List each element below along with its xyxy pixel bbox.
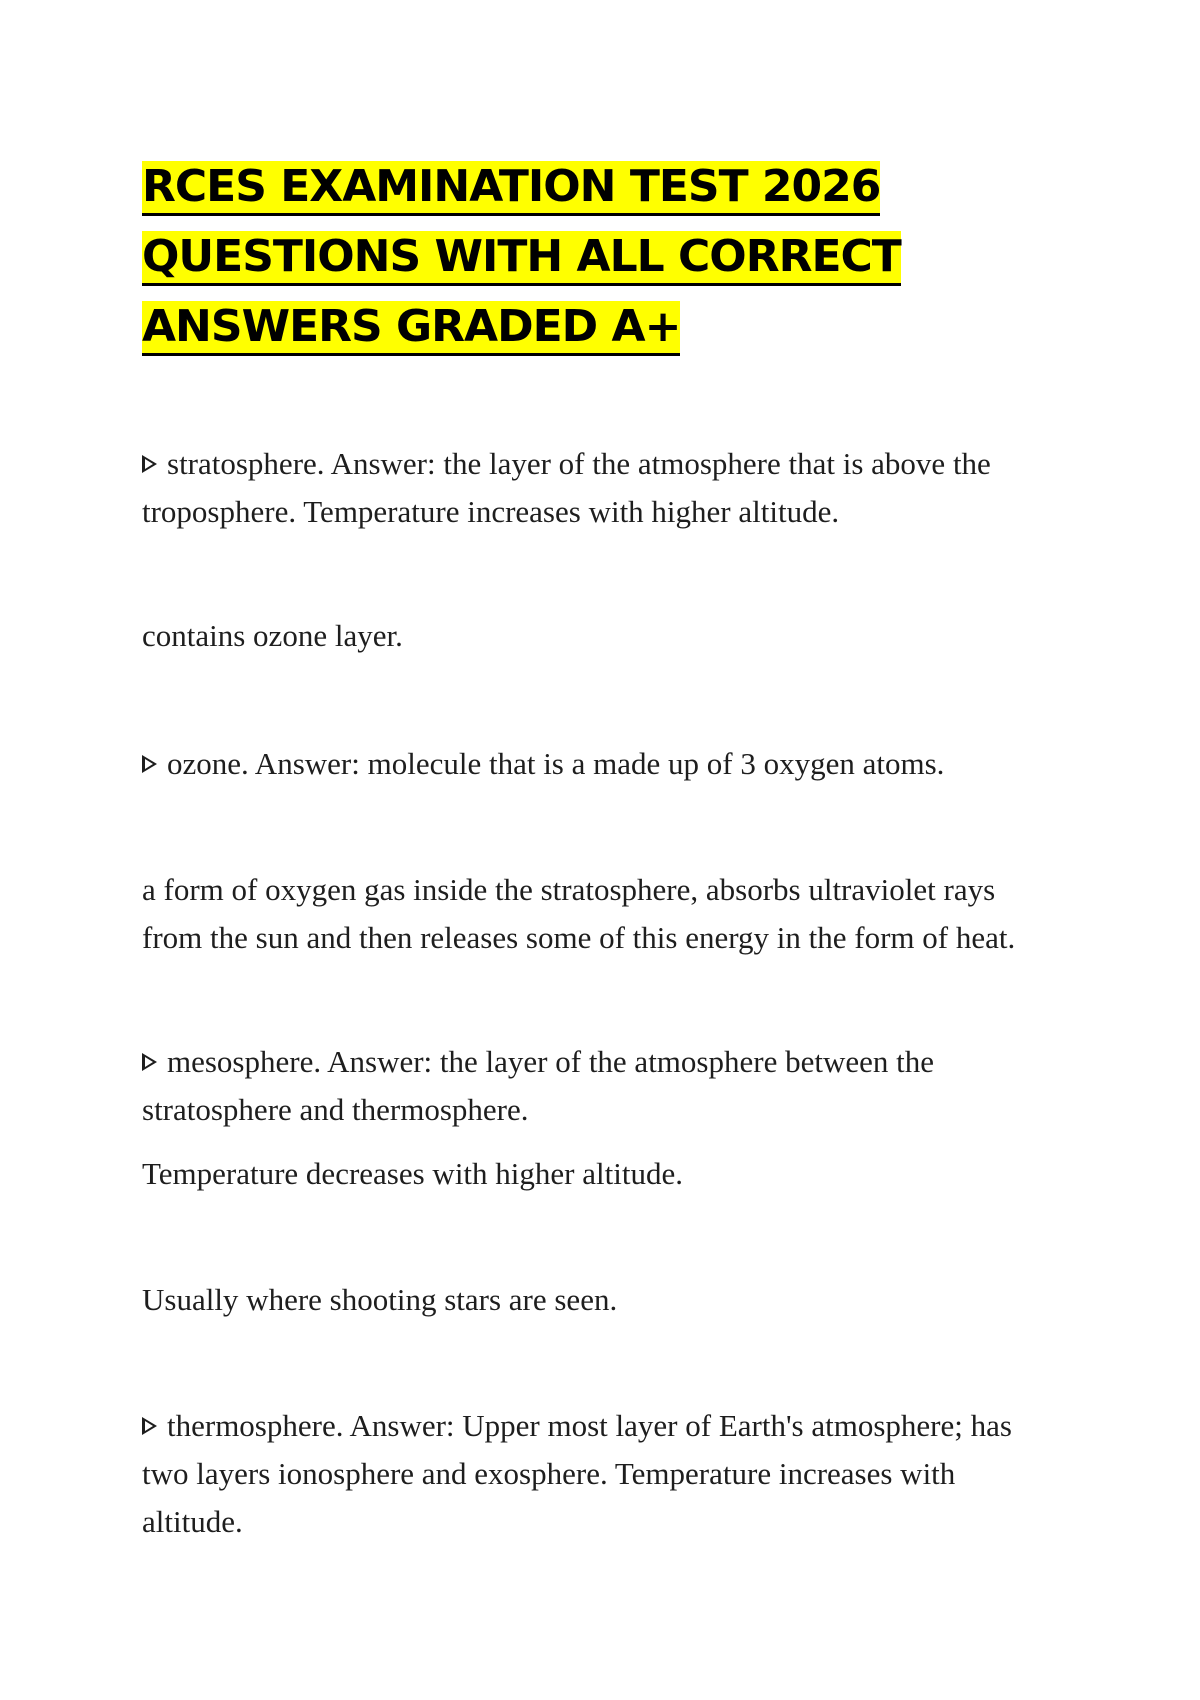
paragraph [142, 612, 1062, 660]
paragraph [142, 1150, 1062, 1198]
paragraph-text: contains ozone layer. [142, 618, 403, 653]
qa-item-mesosphere [142, 1038, 1062, 1134]
qa-item-stratosphere [142, 440, 1062, 536]
paragraph-text: Usually where shooting stars are seen. [142, 1282, 618, 1317]
paragraph-text: stratosphere. Answer: the layer of the atmosphere that is above the troposphere. Temperature increases with higher altitude. [142, 446, 991, 529]
triangle-right-outline-icon [142, 1417, 157, 1435]
qa-item-ozone [142, 740, 1062, 788]
paragraph-text: Temperature decreases with higher altitude. [142, 1156, 683, 1191]
triangle-right-outline-icon [142, 755, 157, 773]
qa-item-thermosphere [142, 1402, 1062, 1546]
paragraph [142, 1276, 1062, 1324]
paragraph-text: ozone. Answer: molecule that is a made up of 3 oxygen atoms. [167, 746, 945, 781]
paragraph [142, 866, 1062, 962]
paragraph-text: a form of oxygen gas inside the stratosphere, absorbs ultraviolet rays from the sun and then releases some of this energy in the form of heat. [142, 872, 1016, 955]
triangle-right-outline-icon [142, 1053, 157, 1071]
triangle-right-outline-icon [142, 455, 157, 473]
paragraph-text: thermosphere. Answer: Upper most layer of Earth's atmosphere; has two layers ionosphere and exosphere. Temperature increases with altitude. [142, 1408, 1012, 1539]
highlighted-title-text: RCES EXAMINATION TEST 2026 QUESTIONS WITH ALL CORRECT ANSWERS GRADED A+ [142, 161, 901, 356]
document-title [142, 152, 1082, 362]
paragraph-text: mesosphere. Answer: the layer of the atmosphere between the stratosphere and thermosphere. [142, 1044, 934, 1127]
